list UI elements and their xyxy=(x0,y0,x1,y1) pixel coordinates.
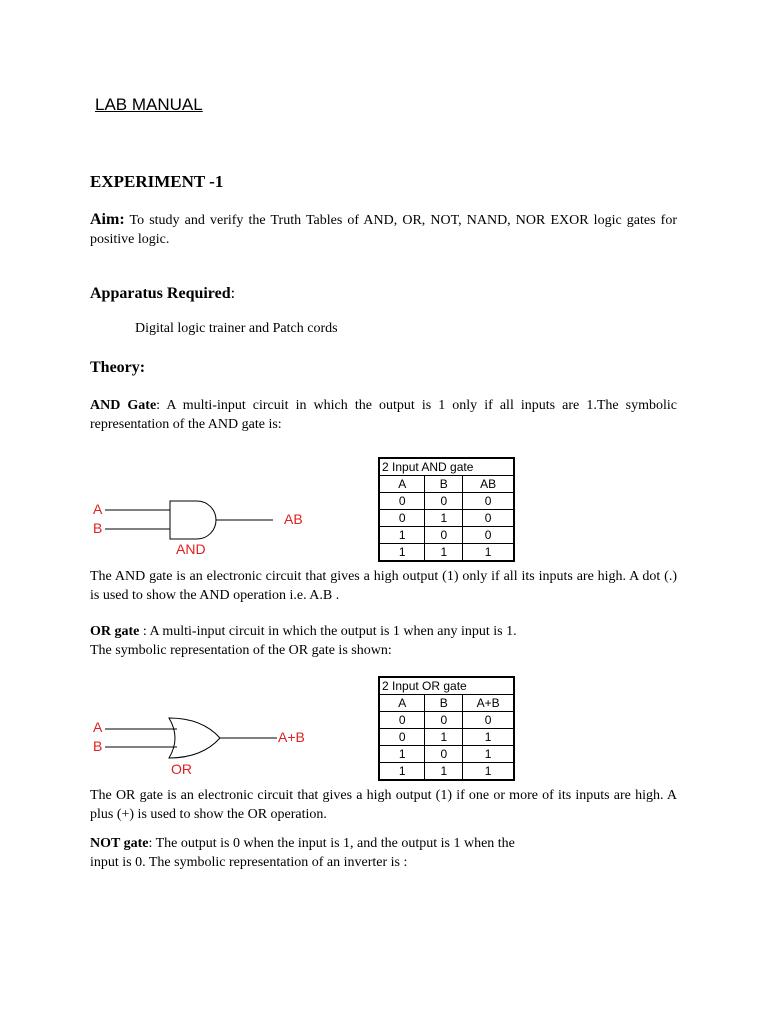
and-gate-label: AND Gate xyxy=(90,398,157,413)
table-cell: 1 xyxy=(425,763,463,781)
or-table-title: 2 Input OR gate xyxy=(379,677,514,695)
and-table-title: 2 Input AND gate xyxy=(379,458,514,476)
and-table-header: B xyxy=(425,476,463,493)
table-cell: 0 xyxy=(425,527,463,544)
or-table-header: A+B xyxy=(463,695,514,712)
table-cell: 1 xyxy=(425,544,463,562)
table-cell: 1 xyxy=(463,544,514,562)
and-table-header: A xyxy=(379,476,425,493)
table-row xyxy=(379,763,514,781)
table-cell: 0 xyxy=(379,729,425,746)
and-gate-intro xyxy=(90,396,677,434)
table-cell: 1 xyxy=(463,729,514,746)
table-cell: 1 xyxy=(425,729,463,746)
table-row xyxy=(379,712,514,729)
table-cell: 0 xyxy=(463,712,514,729)
or-input-b-label: B xyxy=(93,738,103,754)
aim-label: Aim: xyxy=(90,211,125,228)
table-cell: 1 xyxy=(425,510,463,527)
table-row xyxy=(379,527,514,544)
and-gate-diagram xyxy=(85,490,325,565)
experiment-title: EXPERIMENT -1 xyxy=(90,172,224,191)
table-cell: 1 xyxy=(379,746,425,763)
or-table-header: B xyxy=(425,695,463,712)
or-table-header: A xyxy=(379,695,425,712)
and-input-a-label: A xyxy=(93,501,103,517)
or-gate-description: The OR gate is an electronic circuit that gives a high output (1) if one or more of its inputs are high. A plus (+) is used to show the OR operation. xyxy=(90,788,677,822)
aim-paragraph xyxy=(90,210,677,249)
and-gate-description: The AND gate is an electronic circuit that gives a high output (1) only if all its inputs are high. A dot (.) is used to show the AND operation i.e. A.B . xyxy=(90,569,677,603)
not-gate-intro-text: : The output is 0 when the input is 1, and the output is 1 when the xyxy=(148,836,515,851)
not-gate-label: NOT gate xyxy=(90,836,149,851)
or-gate-symbol xyxy=(169,718,220,758)
and-input-b-label: B xyxy=(93,520,103,536)
table-cell: 1 xyxy=(463,746,514,763)
table-cell: 0 xyxy=(379,712,425,729)
or-gate-intro-text: : A multi-input circuit in which the output is 1 when any input is 1. xyxy=(139,624,517,639)
or-output-label: A+B xyxy=(278,729,305,745)
or-truth-table xyxy=(378,676,515,781)
and-table-header: AB xyxy=(463,476,514,493)
theory-heading: Theory: xyxy=(90,359,146,376)
and-output-label: AB xyxy=(284,511,303,527)
table-cell: 0 xyxy=(379,510,425,527)
or-gate-intro xyxy=(90,622,677,660)
and-truth-table xyxy=(378,457,515,562)
apparatus-heading xyxy=(90,285,235,303)
not-gate-intro-text-2: input is 0. The symbolic representation of an inverter is : xyxy=(90,855,408,870)
table-row xyxy=(379,493,514,510)
table-cell: 1 xyxy=(379,544,425,562)
and-gate-symbol xyxy=(170,501,216,539)
or-gate-diagram xyxy=(85,710,325,785)
table-cell: 0 xyxy=(379,493,425,510)
table-cell: 0 xyxy=(463,510,514,527)
or-input-a-label: A xyxy=(93,719,103,735)
or-gate-name: OR xyxy=(171,761,192,777)
or-gate-intro-text-2: The symbolic representation of the OR gate is shown: xyxy=(90,643,392,658)
table-cell: 1 xyxy=(463,763,514,781)
table-row xyxy=(379,544,514,562)
or-gate-label: OR gate xyxy=(90,624,140,639)
table-row xyxy=(379,729,514,746)
table-cell: 0 xyxy=(425,712,463,729)
table-cell: 0 xyxy=(425,746,463,763)
table-cell: 1 xyxy=(379,763,425,781)
not-gate-intro xyxy=(90,834,677,872)
page-title: LAB MANUAL xyxy=(95,95,203,114)
table-cell: 0 xyxy=(463,493,514,510)
apparatus-text: Digital logic trainer and Patch cords xyxy=(135,321,338,336)
apparatus-heading-label: Apparatus Required xyxy=(90,285,231,302)
and-gate-name: AND xyxy=(176,541,206,557)
table-row xyxy=(379,746,514,763)
table-row xyxy=(379,510,514,527)
aim-text: To study and verify the Truth Tables of AND, OR, NOT, NAND, NOR EXOR logic gates for positive logic. xyxy=(90,213,677,247)
table-cell: 1 xyxy=(379,527,425,544)
apparatus-heading-colon: : xyxy=(230,285,236,302)
table-cell: 0 xyxy=(463,527,514,544)
and-gate-intro-text: : A multi-input circuit in which the output is 1 only if all inputs are 1.The symbolic representation of the AND gate is: xyxy=(90,398,677,432)
table-cell: 0 xyxy=(425,493,463,510)
